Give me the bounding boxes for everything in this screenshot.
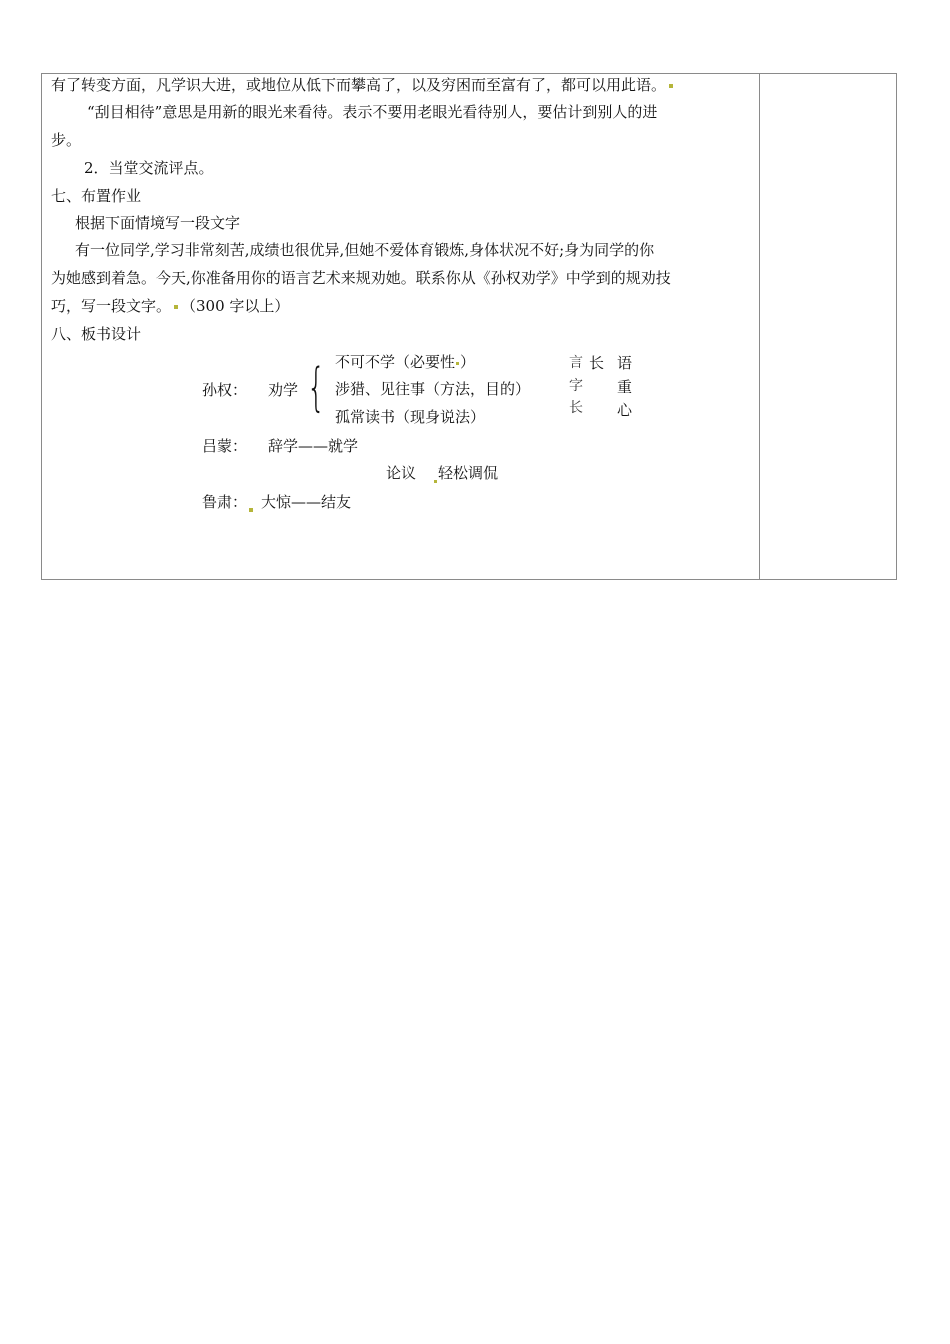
text-line-3: 步。	[51, 131, 82, 149]
column-divider	[759, 74, 760, 579]
brace-icon: {	[307, 358, 326, 418]
marker-icon	[174, 305, 178, 309]
marker-icon	[456, 362, 459, 365]
board-item-1b: ）	[460, 353, 476, 371]
task-intro: 根据下面情境写一段文字	[75, 214, 241, 232]
board-lusu-label: 鲁肃：	[202, 493, 248, 511]
task-line-2: 为她感到着急。今天,你准备用你的语言艺术来规劝她。联系你从《孙权劝学》中学到的规劝技	[51, 269, 671, 287]
board-quanxue: 劝学	[268, 381, 299, 399]
board-lumeng-text: 辞学——就学	[268, 437, 359, 455]
section-7-heading: 七、布置作业	[51, 187, 142, 205]
board-lunyi: 论议	[386, 464, 417, 482]
board-sunquan-label: 孙权：	[202, 381, 248, 399]
board-lumeng-label: 吕蒙：	[202, 437, 248, 455]
board-col1-char: 长	[589, 354, 605, 372]
task-line-3	[51, 296, 289, 316]
board-qingsong	[434, 463, 498, 483]
marker-icon	[669, 84, 673, 88]
text-line-1-content: 有了转变方面，凡学识大进，或地位从低下而攀高了，以及穷困而至富有了，都可以用此语。	[51, 76, 667, 94]
text-line-4: 2．当堂交流评点。	[84, 159, 214, 177]
cut-char-1: 言	[569, 355, 583, 371]
board-item-3: 孤常读书（现身说法）	[335, 408, 486, 426]
board-col2-char-3: 心	[617, 401, 633, 419]
board-col2-char-1: 语	[617, 354, 633, 372]
board-item-1	[335, 352, 475, 372]
task-line-3b: （300 字以上）	[181, 297, 290, 315]
board-lusu-text: 大惊——结友	[261, 493, 352, 511]
board-item-1a: 不可不学（必要性	[335, 353, 456, 371]
cut-char-3: 长	[569, 400, 583, 416]
marker-icon	[249, 508, 253, 512]
board-col2-char-2: 重	[617, 378, 633, 396]
board-qingsong-text: 轻松调侃	[438, 464, 499, 482]
task-line-3a: 巧，写一段文字。	[51, 297, 172, 315]
lesson-plan-table	[41, 73, 897, 580]
text-line-2: “刮目相待”意思是用新的眼光来看待。表示不要用老眼光看待别人，要估计到别人的进	[87, 103, 658, 121]
text-line-1	[51, 75, 676, 95]
board-lusu	[202, 492, 351, 512]
task-line-1: 有一位同学,学习非常刻苦,成绩也很优异,但她不爱体育锻炼,身体状况不好;身为同学的你	[75, 241, 655, 259]
board-item-2: 涉猎、见往事（方法，目的）	[335, 380, 531, 398]
section-8-heading: 八、板书设计	[51, 325, 142, 343]
marker-icon	[434, 480, 437, 483]
cut-char-2: 字	[569, 378, 583, 394]
